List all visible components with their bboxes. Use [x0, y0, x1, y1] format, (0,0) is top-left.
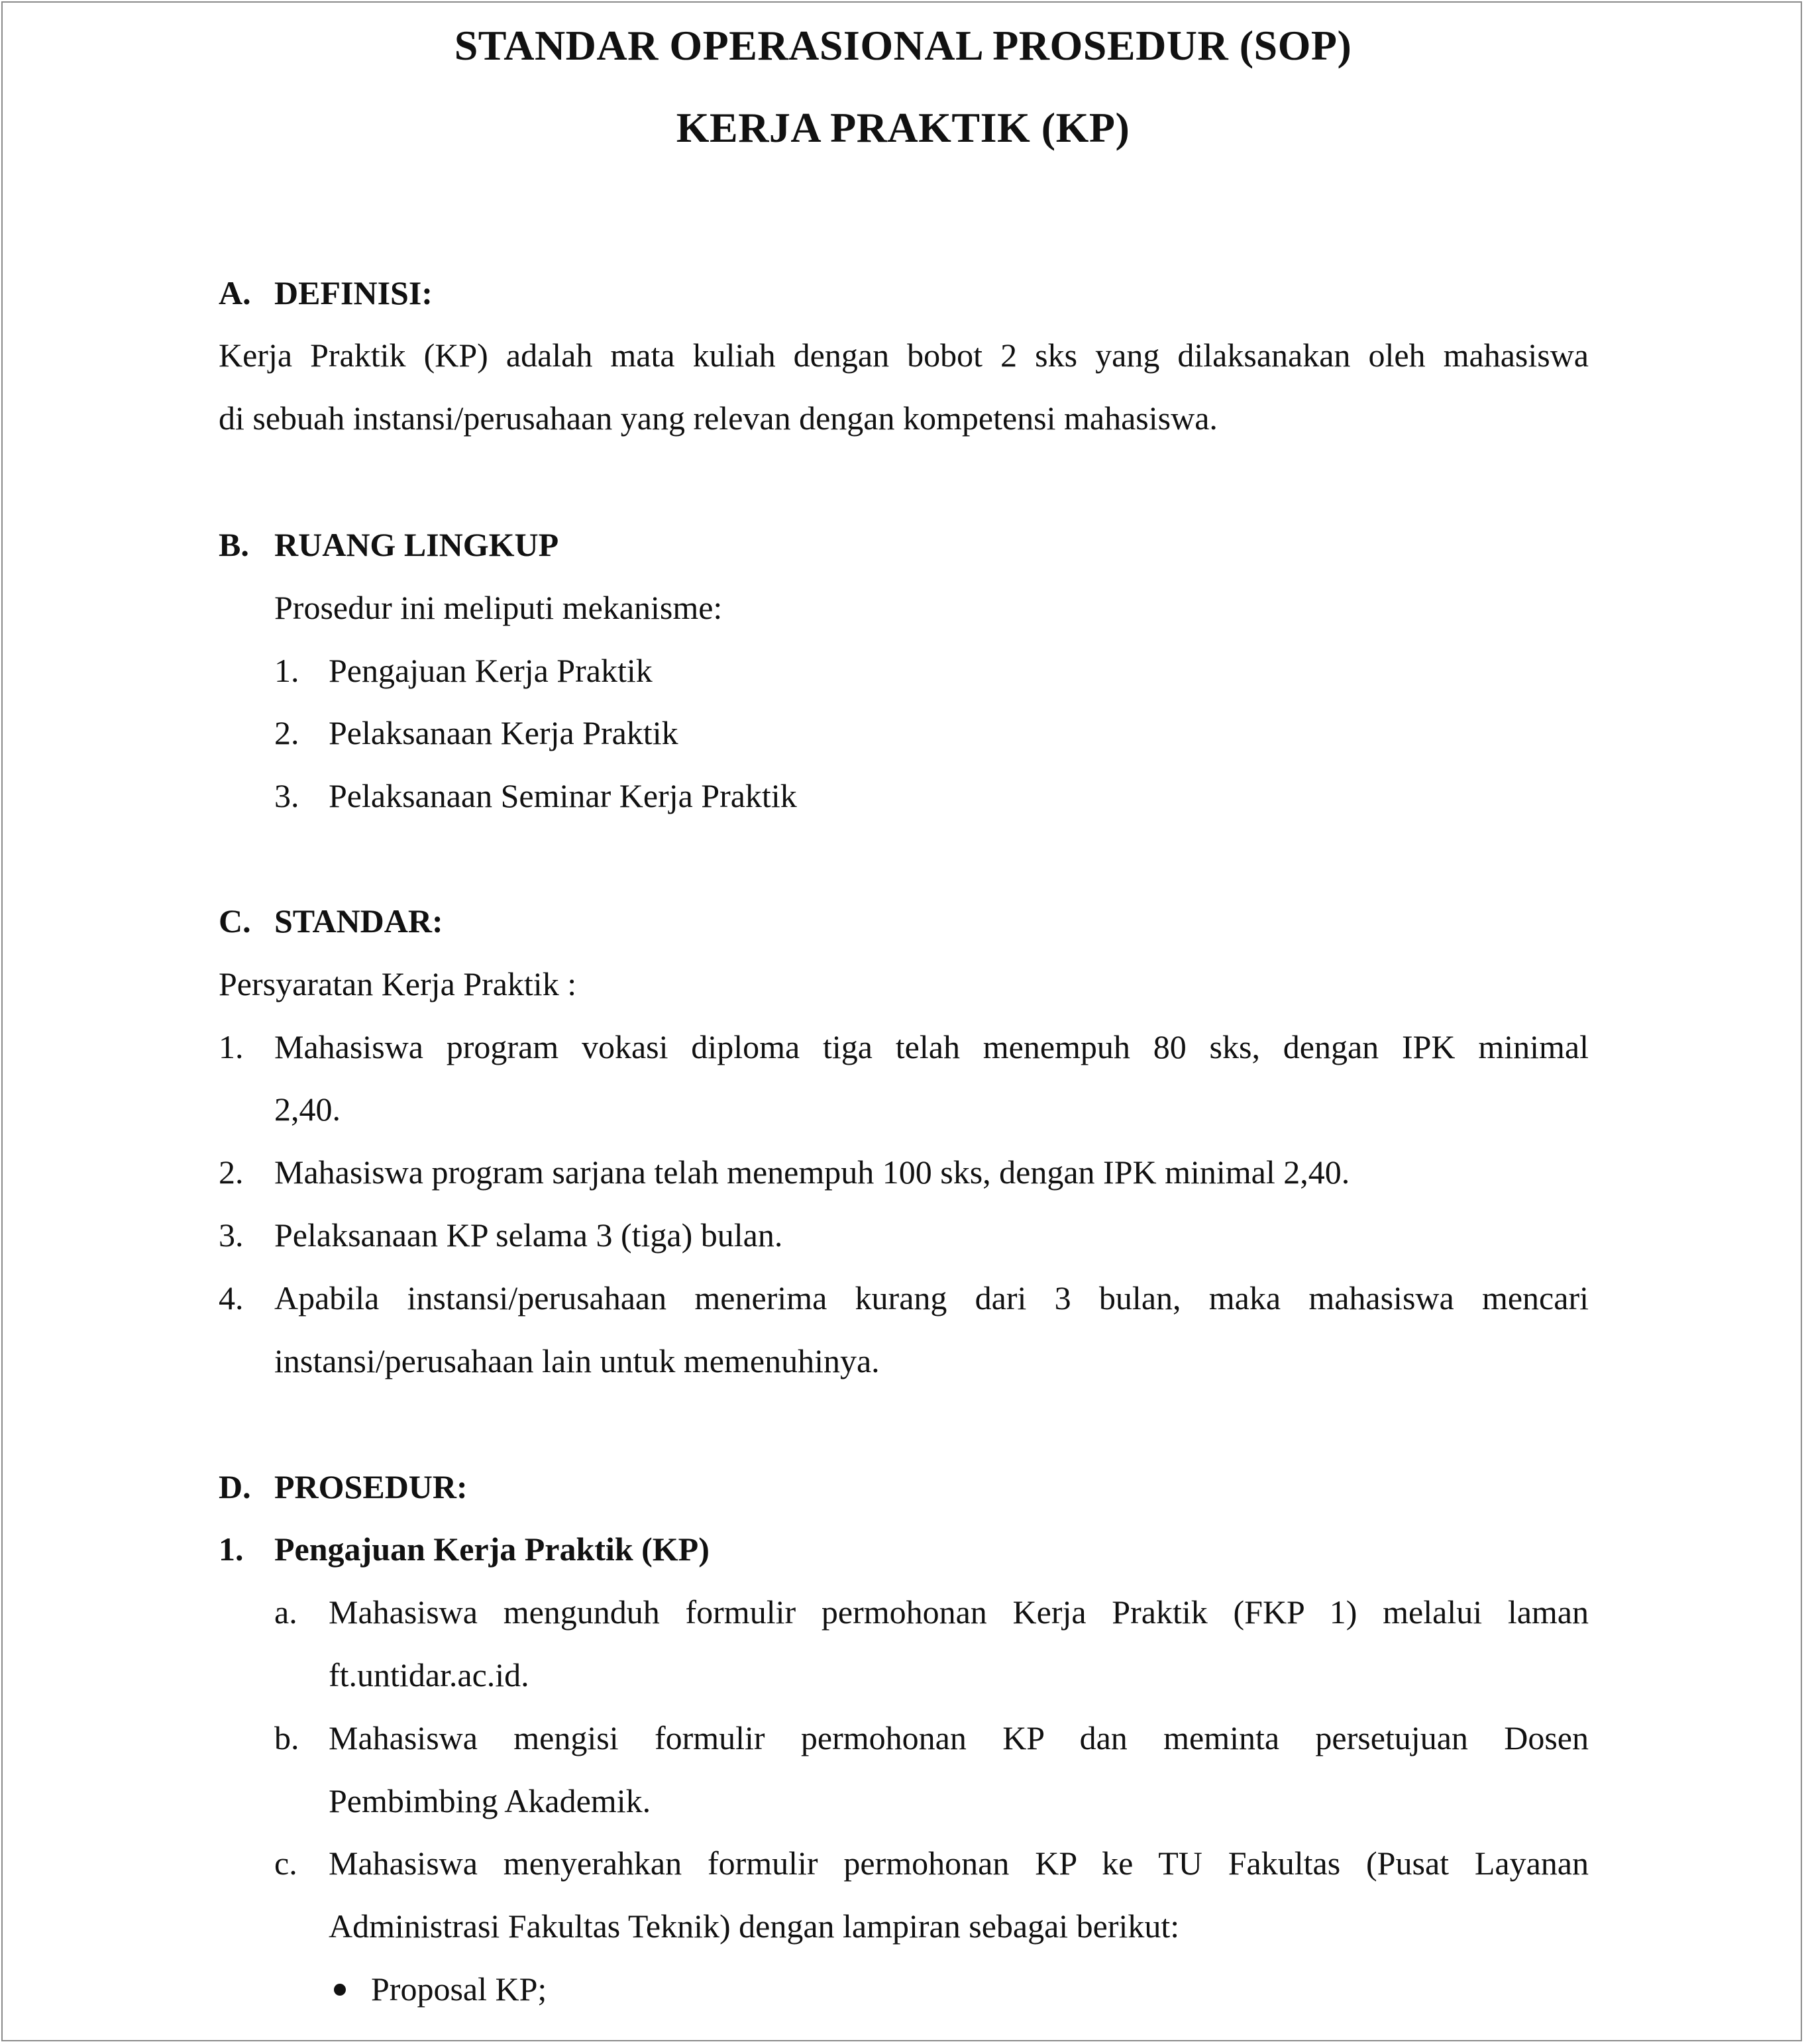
section-d-sub-1-heading: Pengajuan Kerja Praktik (KP)	[274, 1531, 710, 1568]
section-d-item-c-line-2: Administrasi Fakultas Teknik) dengan lampiran sebagai berikut:	[329, 1908, 1180, 1945]
section-d-item-c-letter: c.	[274, 1845, 297, 1882]
document-title-line-1: STANDAR OPERASIONAL PROSEDUR (SOP)	[454, 22, 1352, 69]
section-c-marker: C.	[219, 902, 251, 940]
section-a-marker: A.	[219, 274, 251, 311]
section-c-item-2: Mahasiswa program sarjana telah menempuh 100 sks, dengan IPK minimal 2,40.	[274, 1154, 1350, 1191]
document-page	[1, 1, 1802, 2041]
section-d-item-a-line-1: Mahasiswa mengunduh formulir permohonan Kerja Praktik (FKP 1) melalui laman	[329, 1593, 1589, 1631]
document-title-line-2: KERJA PRAKTIK (KP)	[676, 104, 1130, 151]
section-c-item-2-number: 2.	[219, 1154, 244, 1191]
section-c-intro: Persyaratan Kerja Praktik :	[219, 965, 577, 1002]
section-c-heading: STANDAR:	[274, 902, 443, 940]
section-c-item-1-line-1: Mahasiswa program vokasi diploma tiga telah menempuh 80 sks, dengan IPK minimal	[274, 1028, 1589, 1065]
section-c-item-4-number: 4.	[219, 1279, 244, 1317]
bullet-dot-icon	[334, 1984, 346, 1996]
section-d-bullet-1: Proposal KP;	[371, 1970, 547, 2008]
section-b-item-2: Pelaksanaan Kerja Praktik	[329, 714, 678, 751]
section-d-sub-1-number: 1.	[219, 1531, 244, 1568]
section-d-item-a-line-2: ft.untidar.ac.id.	[329, 1656, 529, 1694]
section-c-item-4-line-2: instansi/perusahaan lain untuk memenuhinya.	[274, 1342, 880, 1379]
section-b-item-1: Pengajuan Kerja Praktik	[329, 652, 653, 689]
section-c-item-4-line-1: Apabila instansi/perusahaan menerima kurang dari 3 bulan, maka mahasiswa mencari	[274, 1279, 1589, 1317]
section-d-marker: D.	[219, 1468, 251, 1505]
section-d-heading: PROSEDUR:	[274, 1468, 468, 1505]
section-c-item-3-number: 3.	[219, 1216, 244, 1254]
section-d-item-b-letter: b.	[274, 1719, 299, 1756]
section-b-item-1-number: 1.	[274, 652, 299, 689]
section-c-item-1-line-2: 2,40.	[274, 1091, 341, 1128]
section-b-item-3: Pelaksanaan Seminar Kerja Praktik	[329, 777, 797, 814]
section-a-paragraph-line-2: di sebuah instansi/perusahaan yang relevan dengan kompetensi mahasiswa.	[219, 400, 1218, 437]
section-b-item-2-number: 2.	[274, 714, 299, 751]
section-d-item-b-line-2: Pembimbing Akademik.	[329, 1782, 651, 1819]
section-d-item-b-line-1: Mahasiswa mengisi formulir permohonan KP dan meminta persetujuan Dosen	[329, 1719, 1589, 1756]
section-d-item-a-letter: a.	[274, 1593, 297, 1631]
section-d-item-c-line-1: Mahasiswa menyerahkan formulir permohonan KP ke TU Fakultas (Pusat Layanan	[329, 1845, 1589, 1882]
section-b-marker: B.	[219, 526, 249, 563]
section-b-heading: RUANG LINGKUP	[274, 526, 559, 563]
section-a-paragraph-line-1: Kerja Praktik (KP) adalah mata kuliah dengan bobot 2 sks yang dilaksanakan oleh mahasiswa	[219, 337, 1589, 374]
section-c-item-1-number: 1.	[219, 1028, 244, 1065]
section-b-intro: Prosedur ini meliputi mekanisme:	[274, 589, 723, 626]
section-b-item-3-number: 3.	[274, 777, 299, 814]
section-c-item-3: Pelaksanaan KP selama 3 (tiga) bulan.	[274, 1216, 783, 1254]
section-a-heading: DEFINISI:	[274, 274, 433, 311]
